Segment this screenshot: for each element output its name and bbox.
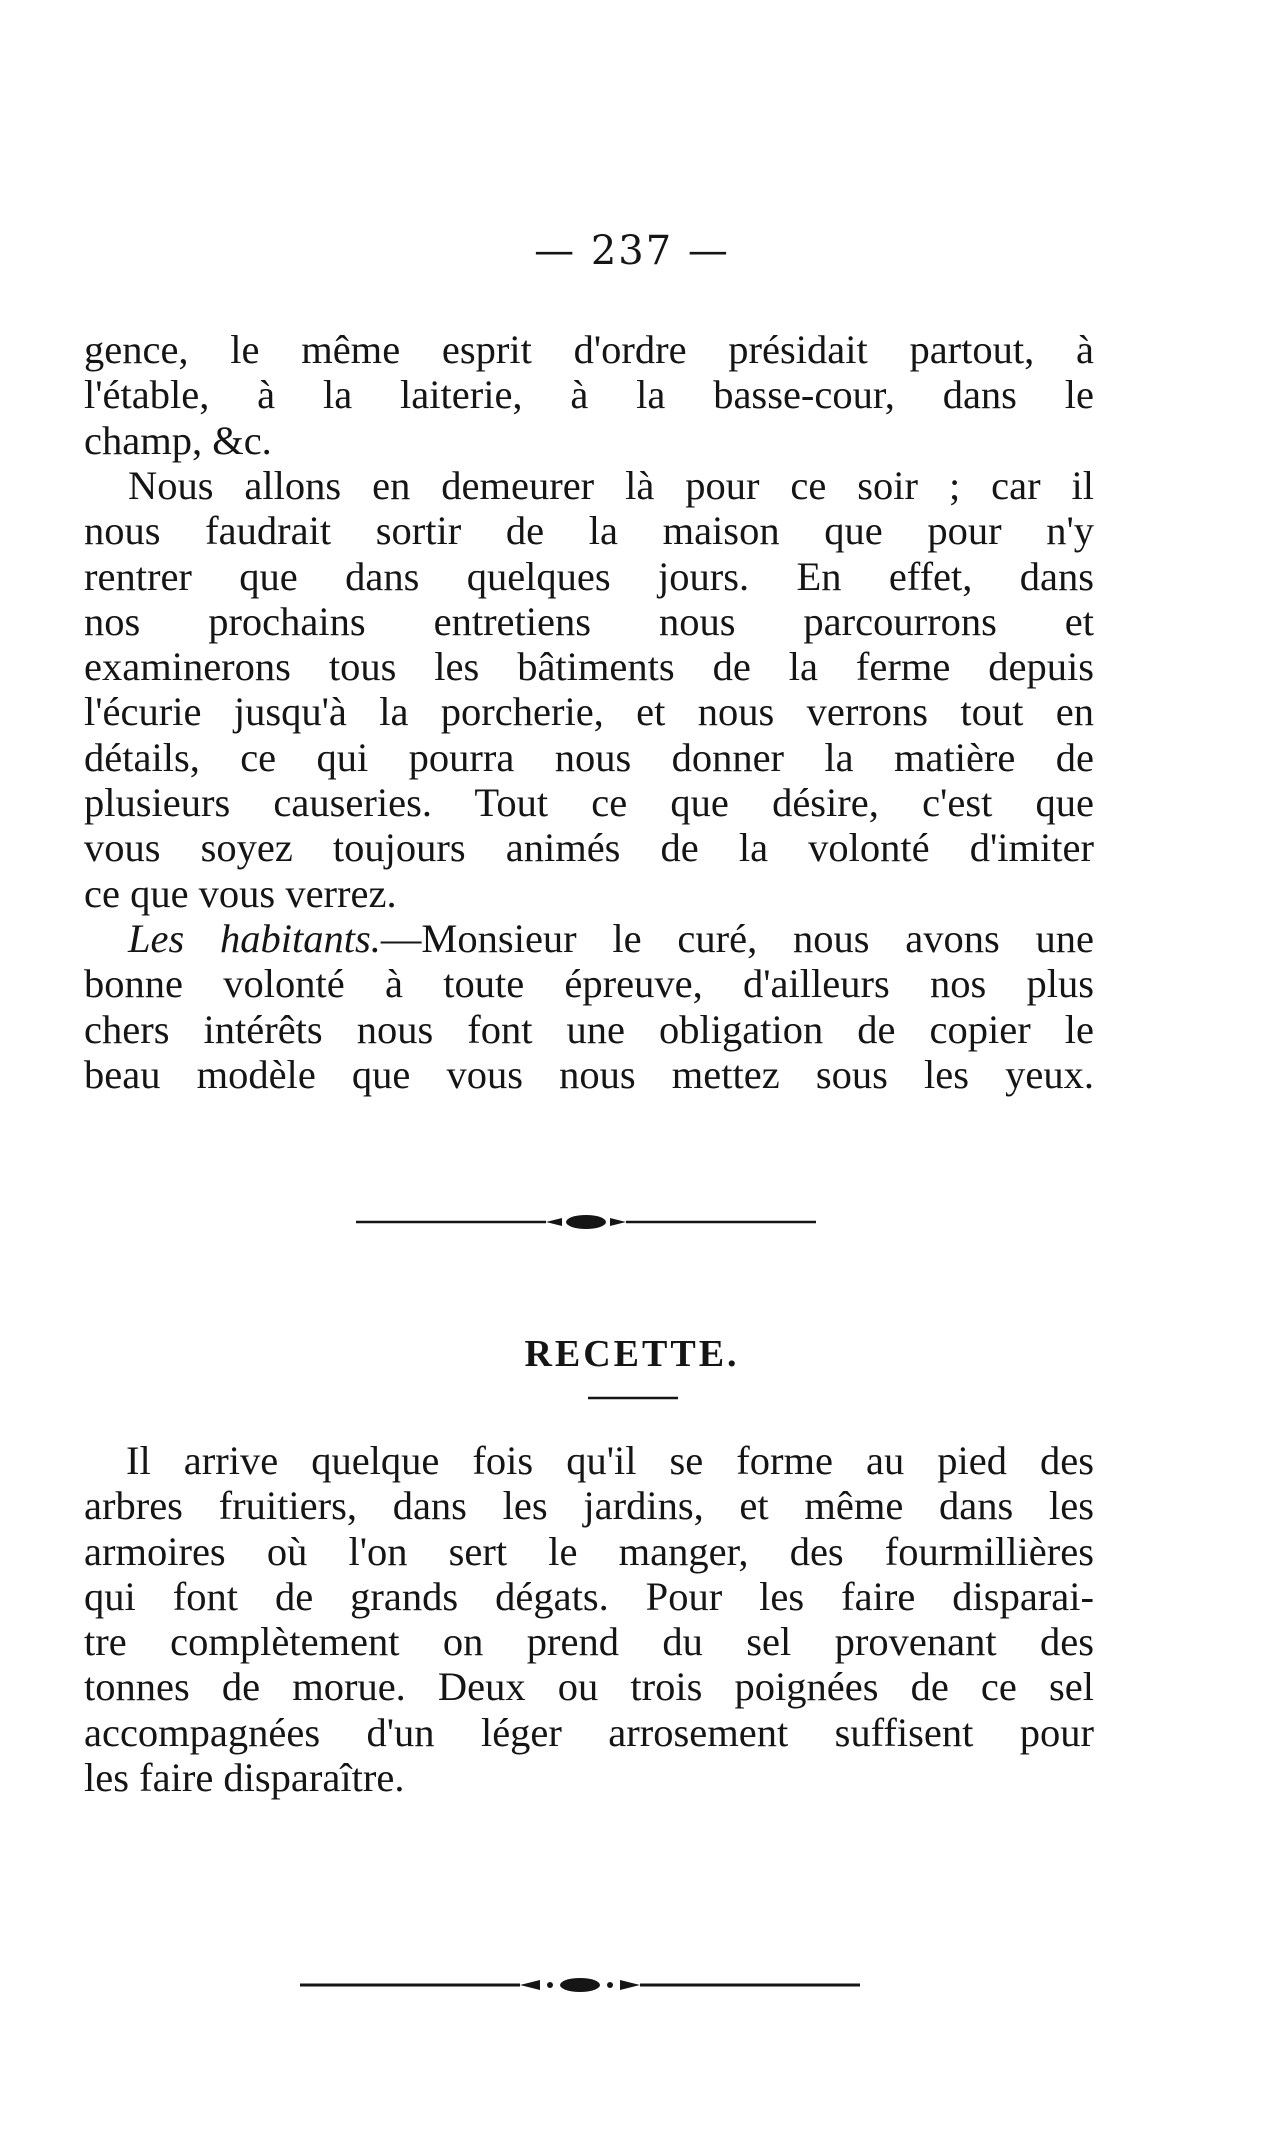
text-line: arbres fruitiers, dans les jardins, et même dans les (84, 1483, 1094, 1529)
text-line: l'étable, à la laiterie, à la basse-cour, dans le (84, 372, 1094, 418)
speaker-name: Les habitants. (128, 916, 381, 961)
text-line: rentrer que dans quelques jours. En effet, dans (84, 553, 1094, 599)
paragraph-nous-allons (84, 463, 1094, 916)
text-line (84, 916, 1094, 961)
text-line: détails, ce qui pourra nous donner la matière de (84, 734, 1094, 780)
recipe-paragraph (84, 1438, 1094, 1800)
text-line: tre complètement on prend du sel provenant des (84, 1619, 1094, 1665)
text-line: qui font de grands dégats. Pour les faire disparai- (84, 1573, 1094, 1619)
title-underline-rule (588, 1395, 678, 1401)
text-line: nos prochains entretiens nous parcourrons et (84, 598, 1094, 644)
section-divider-ornament (356, 1212, 816, 1232)
text-line: examinerons tous les bâtiments de la ferme depuis (84, 644, 1094, 690)
text-line: beau modèle que vous nous mettez sous les yeux. (84, 1051, 1094, 1097)
text-line: l'écurie jusqu'à la porcherie, et nous verrons tout en (84, 689, 1094, 735)
text-line: ce que vous verrez. (84, 870, 397, 916)
paragraph-continuation (84, 327, 1094, 463)
page-number: — 237 — (534, 228, 730, 274)
speaker-text: —Monsieur le curé, nous avons une (380, 916, 1094, 961)
text-line: Il arrive quelque fois qu'il se forme au pied des (126, 1438, 1094, 1483)
text-line: tonnes de morue. Deux ou trois poignées de ce sel (84, 1664, 1094, 1710)
text-line: gence, le même esprit d'ordre présidait partout, à (84, 327, 1094, 372)
text-line: champ, &c. (84, 417, 272, 463)
text-line: les faire disparaître. (84, 1755, 405, 1801)
paragraph-les-habitants (84, 916, 1094, 1097)
text-line: armoires où l'on sert le manger, des fourmillières (84, 1528, 1094, 1574)
end-divider-ornament (300, 1975, 860, 1995)
recipe-title: RECETTE. (524, 1333, 740, 1375)
text-line: vous soyez toujours animés de la volonté d'imiter (84, 825, 1094, 871)
text-line: chers intérêts nous font une obligation de copier le (84, 1006, 1094, 1052)
text-line: accompagnées d'un léger arrosement suffisent pour (84, 1709, 1094, 1755)
text-line: Nous allons en demeurer là pour ce soir ; car il (128, 463, 1094, 508)
text-line: nous faudrait sortir de la maison que pour n'y (84, 508, 1094, 554)
text-line: bonne volonté à toute épreuve, d'ailleurs nos plus (84, 961, 1094, 1007)
text-line: plusieurs causeries. Tout ce que désire, c'est que (84, 780, 1094, 826)
